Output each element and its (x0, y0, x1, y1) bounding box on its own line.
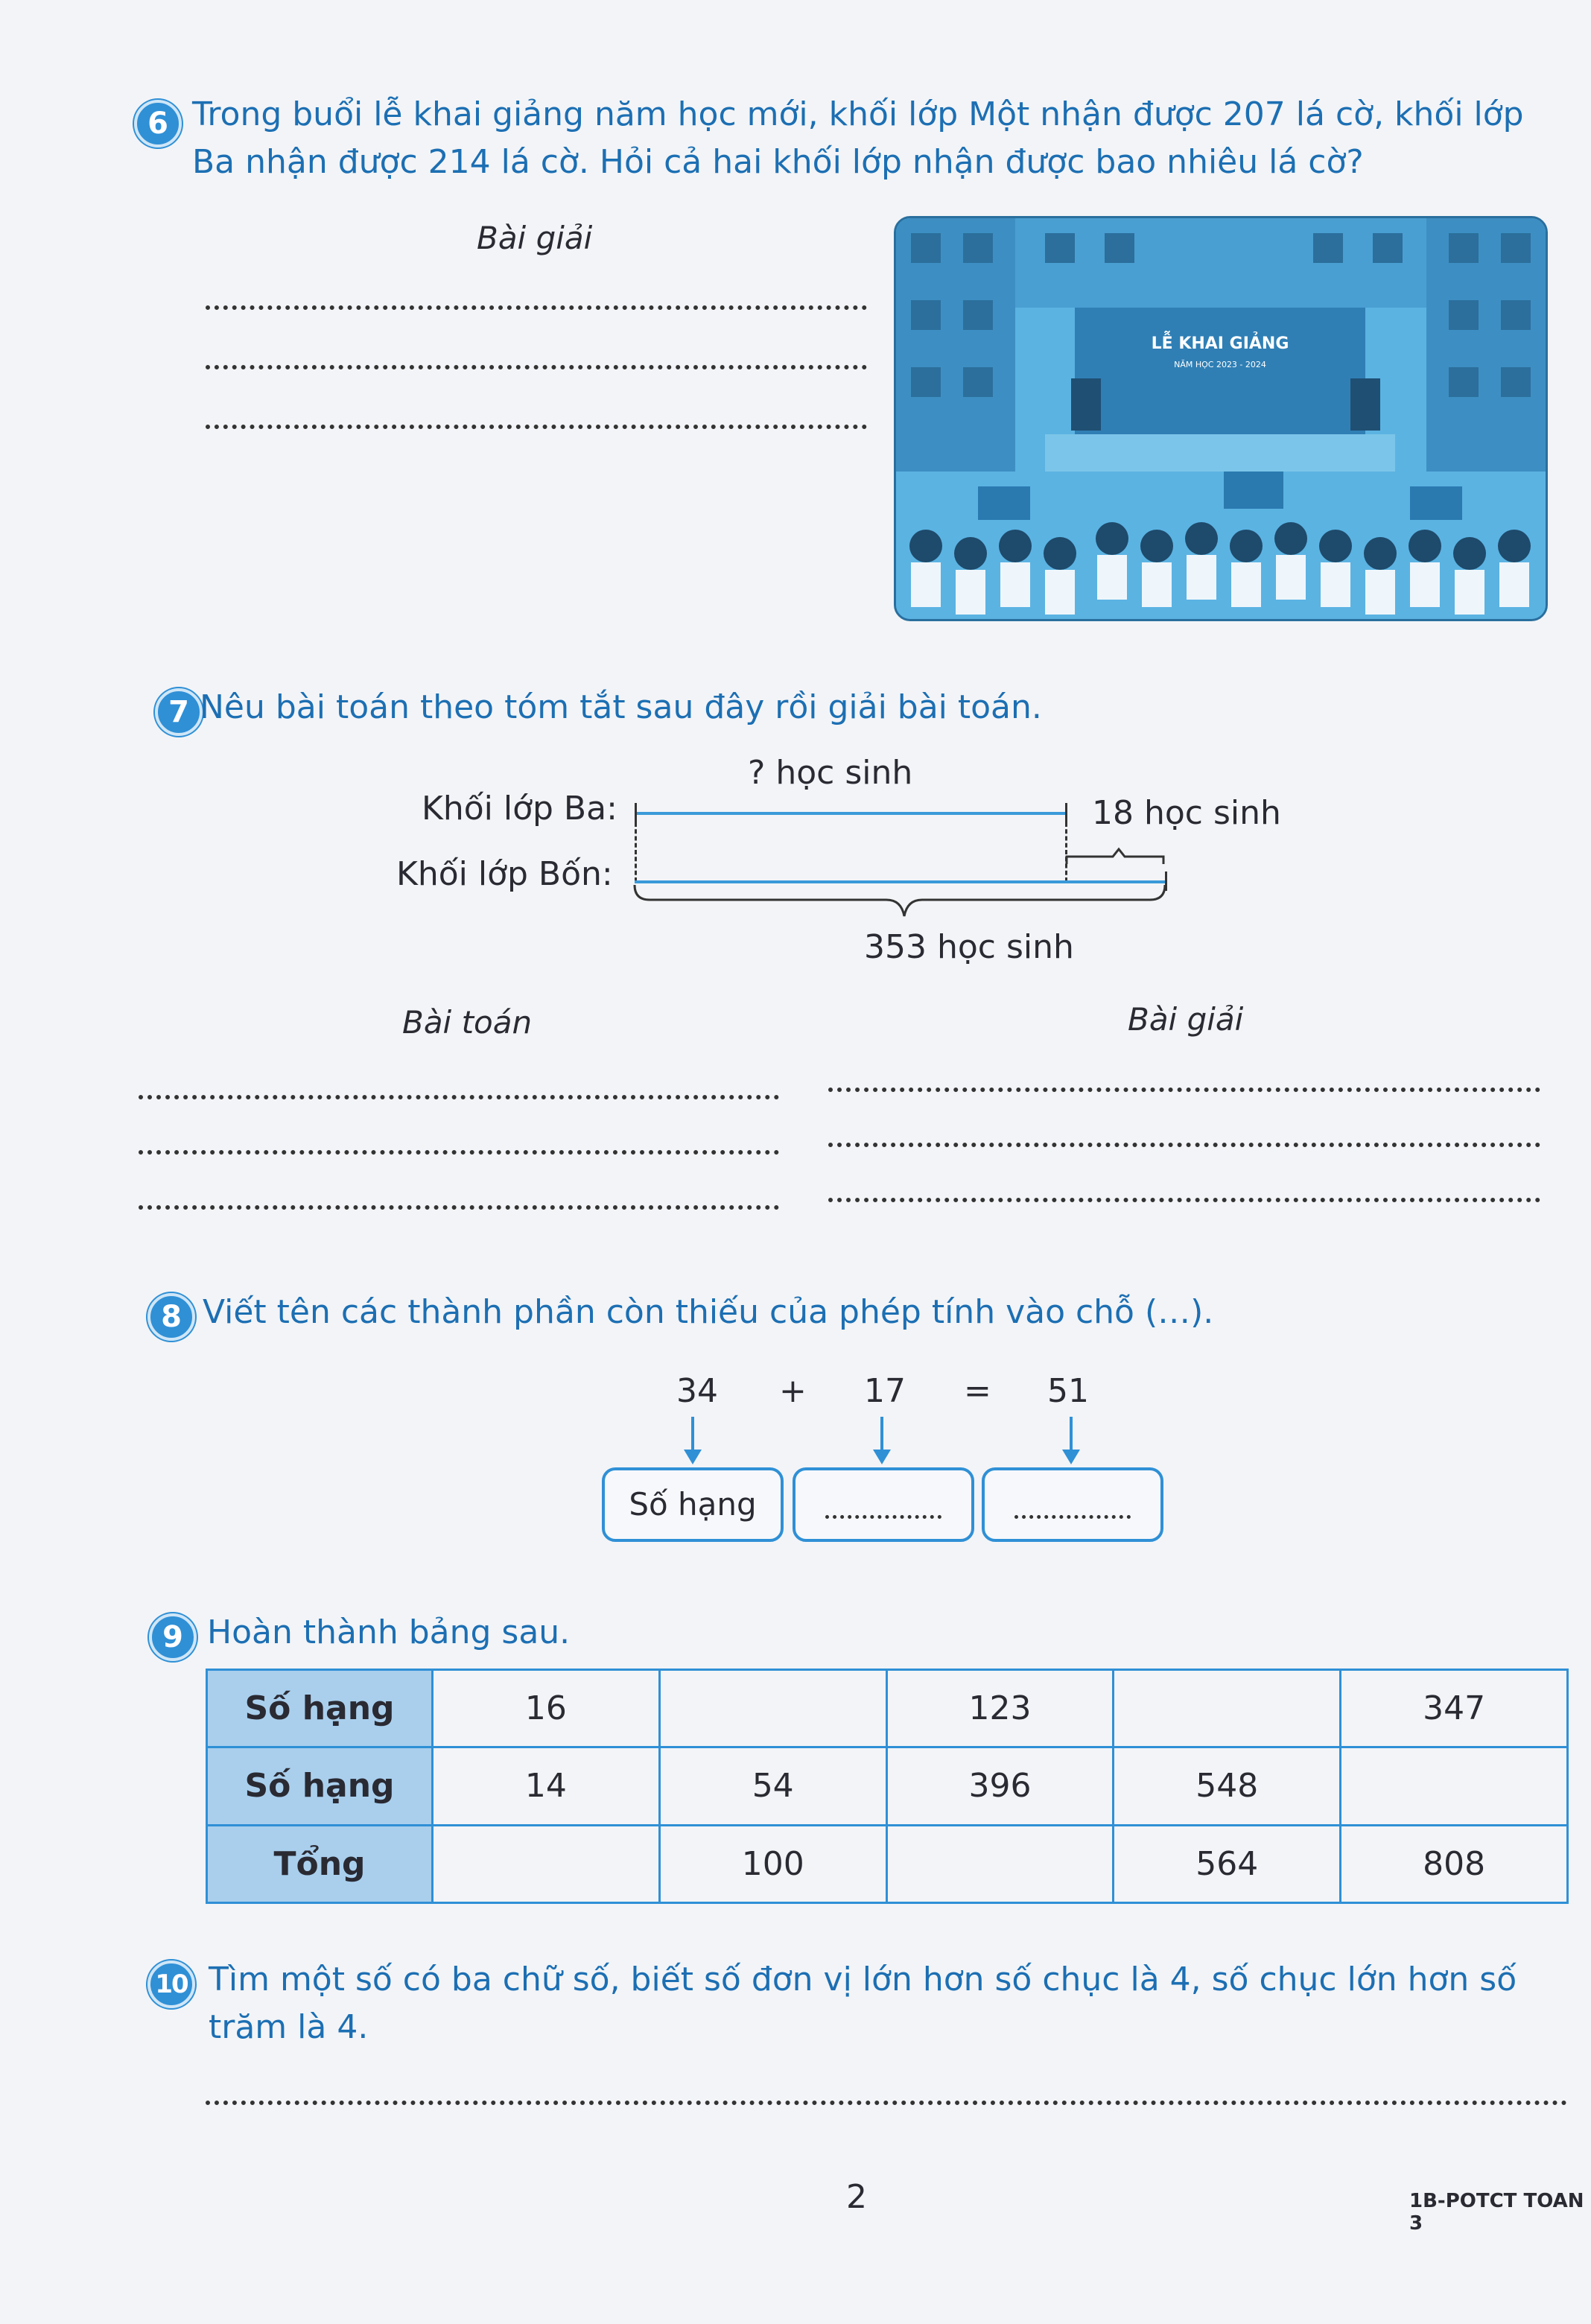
diagram-braces (626, 804, 1177, 939)
table-cell[interactable] (886, 1825, 1114, 1902)
row-header: Tổng (207, 1825, 433, 1902)
table-row (207, 1670, 1568, 1747)
plus-sign: + (779, 1372, 807, 1410)
page-number: 2 (846, 2178, 867, 2216)
q6-solution-label: Bài giải (477, 220, 593, 256)
q6-answer-line-2[interactable] (206, 365, 867, 369)
question-8-text: Viết tên các thành phần còn thiếu của phép tính vào chỗ (…). (203, 1293, 1214, 1331)
q7-problem-label: Bài toán (402, 1004, 533, 1041)
question-9-text: Hoàn thành bảng sau. (207, 1613, 571, 1651)
table-cell[interactable] (1341, 1747, 1568, 1825)
table-cell[interactable]: 100 (659, 1825, 886, 1902)
table-cell[interactable]: 808 (1341, 1825, 1568, 1902)
ceremony-scene-image (896, 218, 1546, 619)
q7-solution-line-3[interactable] (828, 1198, 1540, 1202)
component-label-addend: Số hạng (629, 1486, 757, 1523)
row-header: Số hạng (207, 1747, 433, 1825)
q7-problem-line-2[interactable] (139, 1150, 779, 1155)
question-7-text: Nêu bài toán theo tóm tắt sau đây rồi giải bài toán. (200, 688, 1042, 726)
q7-problem-line-3[interactable] (139, 1205, 779, 1210)
opening-ceremony-illustration (894, 216, 1548, 621)
q7-problem-line-1[interactable] (139, 1095, 779, 1099)
table-row (207, 1747, 1568, 1825)
table-cell[interactable]: 564 (1114, 1825, 1341, 1902)
component-box-addend-1 (602, 1467, 784, 1542)
component-blank-2[interactable] (825, 1515, 941, 1519)
q7-solution-line-2[interactable] (828, 1143, 1540, 1147)
question-10-line-2: trăm là 4. (209, 2008, 369, 2046)
banner-subtitle: NĂM HỌC 2023 - 2024 (1174, 360, 1266, 369)
book-code: 1B-POTCT TOAN 3 (1409, 2190, 1584, 2235)
table-cell[interactable]: 54 (659, 1747, 886, 1825)
diagram-label-extra: 18 học sinh (1092, 794, 1281, 832)
diagram-label-total: 353 học sinh (864, 928, 1074, 966)
question-10-text (209, 1956, 1564, 2051)
component-blank-3[interactable] (1014, 1515, 1131, 1519)
table-cell[interactable] (1114, 1670, 1341, 1747)
question-10-number: 10 (147, 1961, 195, 2008)
table-cell[interactable]: 347 (1341, 1670, 1568, 1747)
addend-2-value: 17 (864, 1372, 906, 1410)
question-6-line-1: Trong buổi lễ khai giảng năm học mới, khối lớp Một nhận được 207 lá cờ, khối lớp (192, 95, 1524, 133)
row-header: Số hạng (207, 1670, 433, 1747)
diagram-label-grade-3: Khối lớp Ba: (422, 790, 617, 828)
q6-answer-line-1[interactable] (206, 305, 867, 310)
q6-answer-line-3[interactable] (206, 425, 867, 429)
table-row (207, 1825, 1568, 1902)
q10-answer-line[interactable] (206, 2101, 1567, 2105)
table-cell[interactable]: 396 (886, 1747, 1114, 1825)
question-6-line-2: Ba nhận được 214 lá cờ. Hỏi cả hai khối lớp nhận được bao nhiêu lá cờ? (192, 143, 1364, 181)
diagram-label-unknown: ? học sinh (748, 754, 913, 792)
question-9-number: 9 (149, 1613, 197, 1661)
component-box-addend-2[interactable] (793, 1467, 974, 1542)
table-cell[interactable]: 16 (433, 1670, 660, 1747)
table-cell[interactable] (659, 1670, 886, 1747)
equals-sign: = (964, 1372, 991, 1410)
question-7-number: 7 (155, 688, 203, 736)
question-6-number: 6 (134, 100, 182, 147)
table-cell[interactable] (433, 1825, 660, 1902)
addition-table (206, 1669, 1569, 1904)
diagram-label-grade-4: Khối lớp Bốn: (396, 855, 613, 893)
sum-value: 51 (1047, 1372, 1089, 1410)
question-10-line-1: Tìm một số có ba chữ số, biết số đơn vị lớn hơn số chục là 4, số chục lớn hơn số (209, 1961, 1517, 1998)
question-8-number: 8 (147, 1293, 195, 1341)
q7-solution-line-1[interactable] (828, 1088, 1540, 1092)
question-6-text (192, 91, 1563, 186)
component-box-sum[interactable] (982, 1467, 1163, 1542)
addend-1-value: 34 (676, 1372, 718, 1410)
table-cell[interactable]: 123 (886, 1670, 1114, 1747)
table-cell[interactable]: 548 (1114, 1747, 1341, 1825)
q7-solution-label: Bài giải (1128, 1001, 1244, 1038)
table-cell[interactable]: 14 (433, 1747, 660, 1825)
banner-title: LỄ KHAI GIẢNG (1151, 334, 1289, 353)
